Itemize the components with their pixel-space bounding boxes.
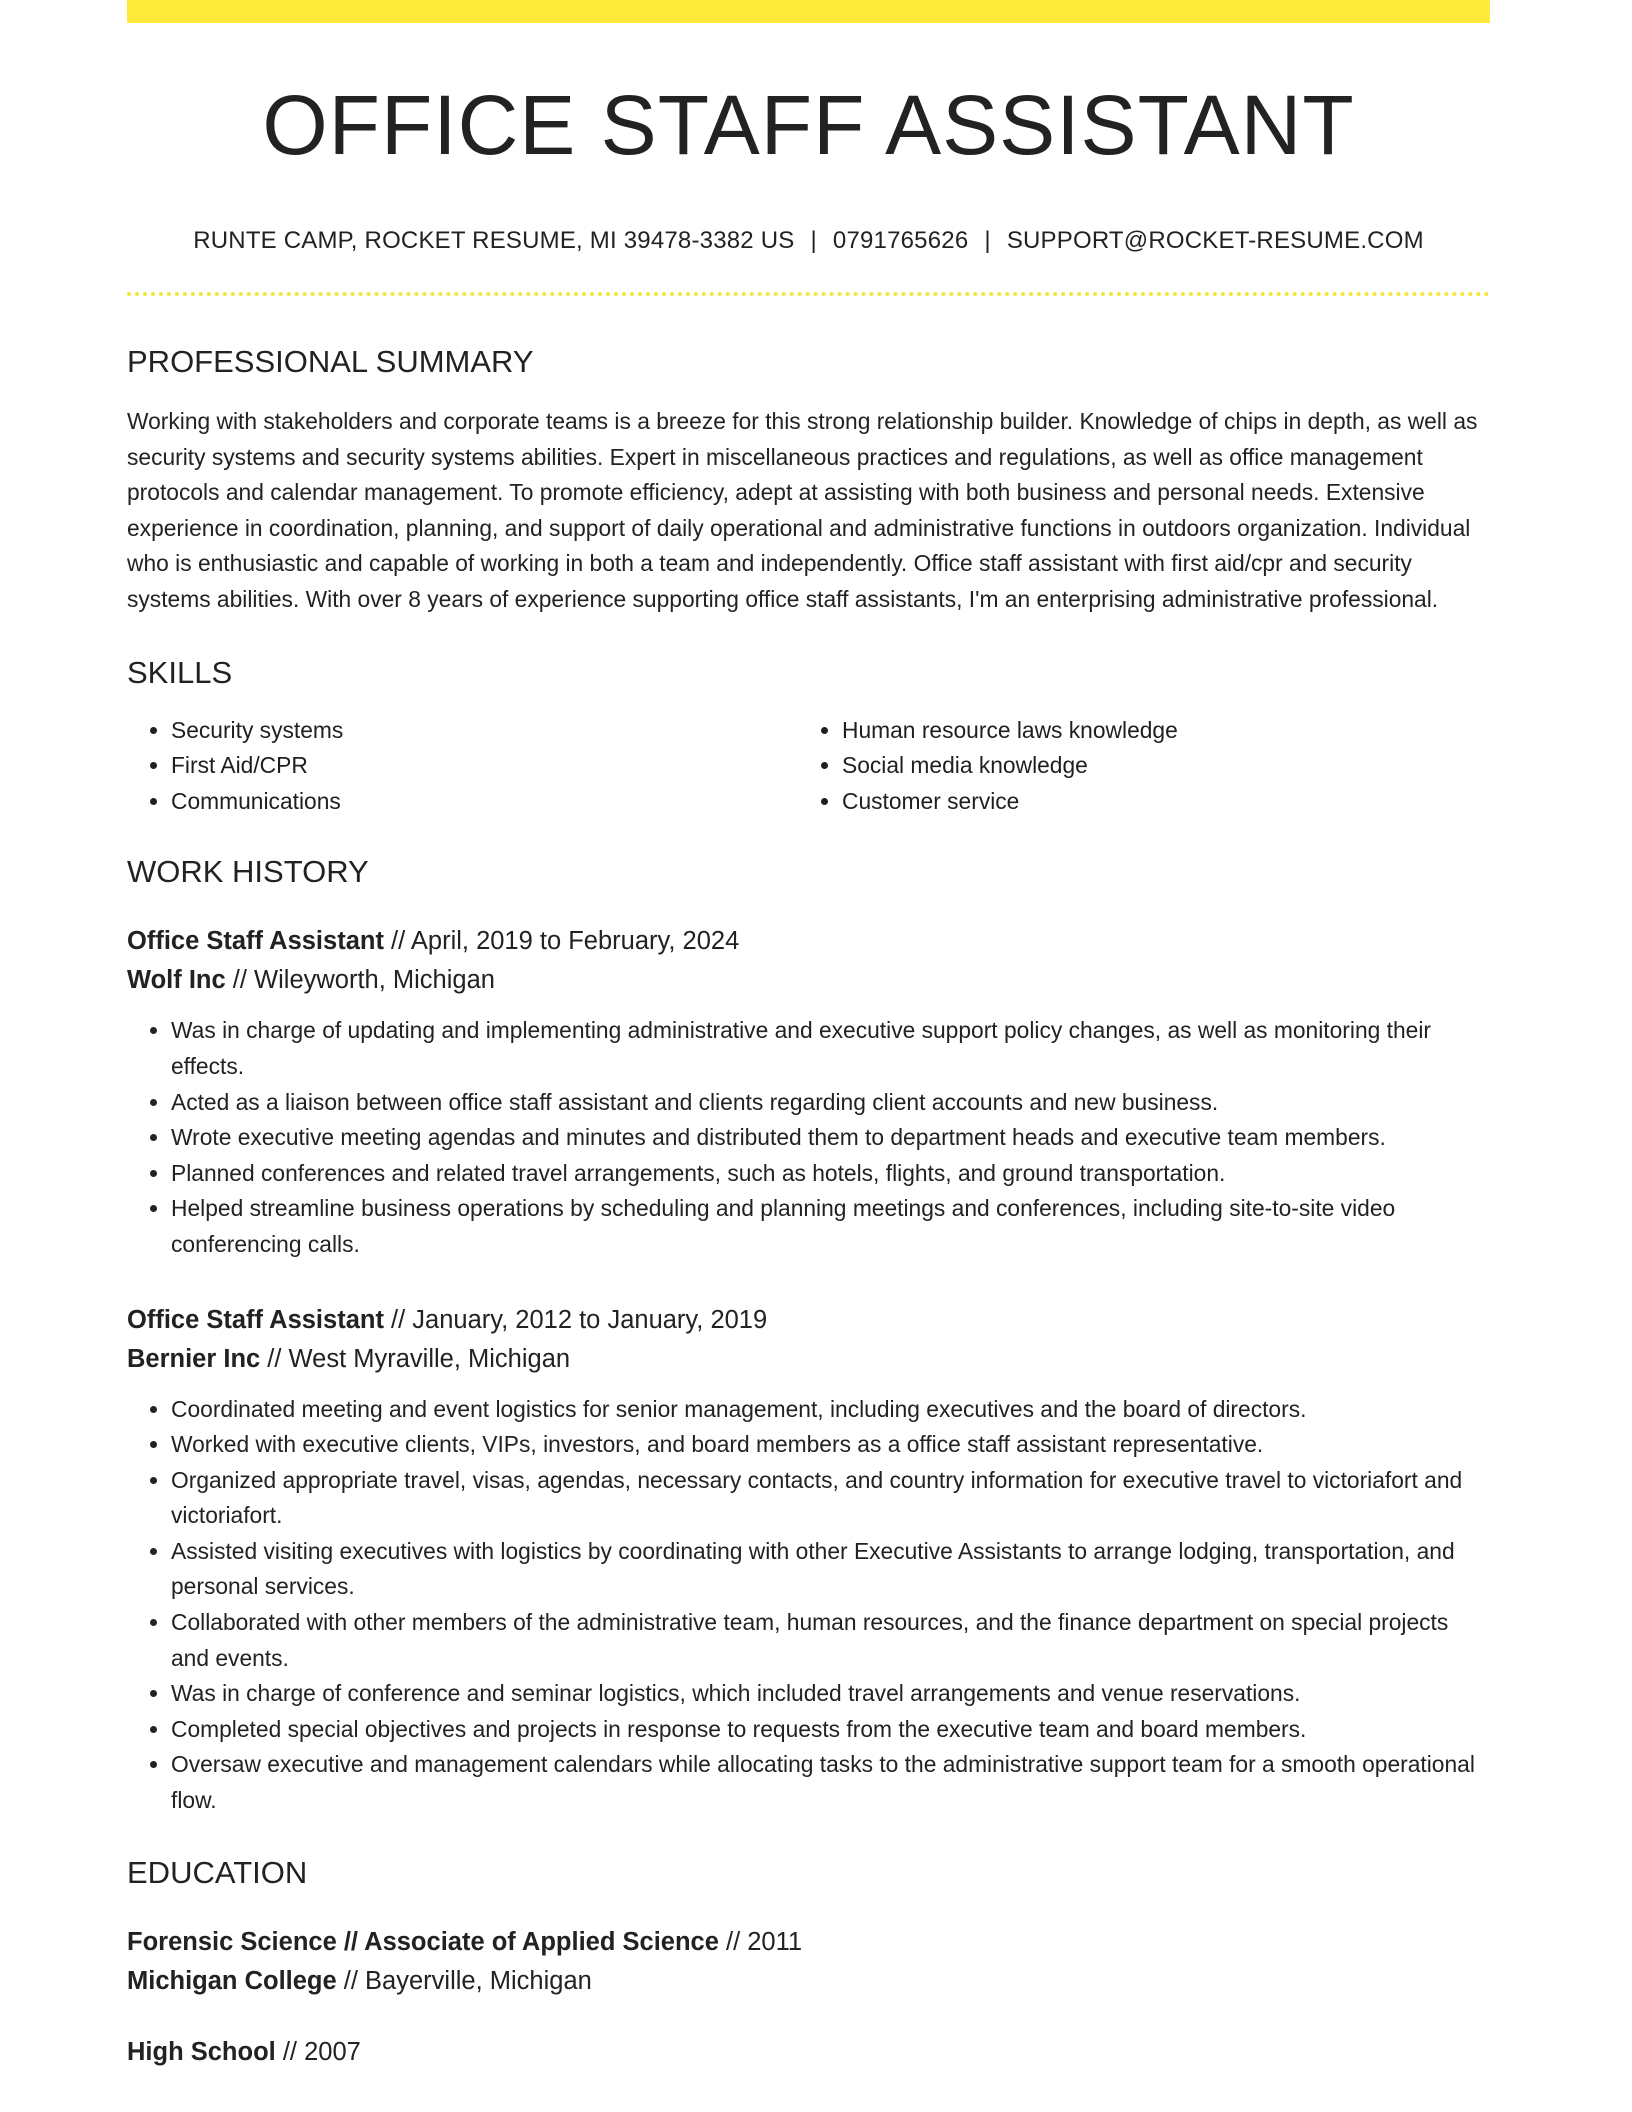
- job-bullet: • Completed special objectives and projects in response to requests from the executive team and board members.: [171, 1712, 1490, 1748]
- skills-list: [127, 713, 1490, 820]
- job-entry: [127, 1301, 1490, 1819]
- education-year: // 2007: [275, 2037, 361, 2066]
- education-degree: High School: [127, 2037, 276, 2066]
- job-role-line: [127, 1301, 1490, 1340]
- job-bullet: • Planned conferences and related travel arrangements, such as hotels, flights, and ground transportation.: [171, 1156, 1490, 1192]
- summary-text: Working with stakeholders and corporate teams is a breeze for this strong relationship builder. Knowledge of chips in depth, as well as security systems and security systems abilities. Expert in miscellaneous practices and regulations, as well as office management protocols and calendar management. To promote efficiency, adept at assisting with both business and personal needs. Extensive experience in coordination, planning, and support of daily operational and administrative functions in outdoors organization. Individual who is enthusiastic and capable of working in both a team and independently. Office staff assistant with first aid/cpr and security systems abilities. With over 8 years of experience supporting office staff assistants, I'm an enterprising administrative professional.: [127, 408, 1478, 612]
- dotted-divider: [127, 292, 1490, 296]
- job-role: Office Staff Assistant: [127, 927, 384, 956]
- job-company: Wolf Inc: [127, 966, 226, 995]
- job-bullet: • Coordinated meeting and event logistics for senior management, including executives and the board of directors.: [171, 1392, 1490, 1428]
- resume-content: [127, 23, 1490, 2072]
- contact-separator: |: [984, 227, 991, 254]
- job-bullets: [127, 1392, 1490, 1819]
- candidate-title: OFFICE STAFF ASSISTANT: [262, 78, 1355, 172]
- job-bullet: • Helped streamline business operations by scheduling and planning meetings and conferences, including site-to-site video conferencing calls.: [171, 1191, 1490, 1262]
- job-company-line: [127, 961, 1490, 1000]
- job-bullet: • Worked with executive clients, VIPs, investors, and board members as a office staff assistant representative.: [171, 1427, 1490, 1463]
- work-history-heading: WORK HISTORY: [127, 854, 369, 890]
- education-degree-line: [127, 2033, 1490, 2072]
- job-bullet: • Assisted visiting executives with logistics by coordinating with other Executive Assistants to arrange lodging, transportation, and personal services.: [171, 1534, 1490, 1605]
- education-school-line: [127, 1962, 1490, 2001]
- contact-phone: 0791765626: [832, 227, 969, 254]
- job-dates: // April, 2019 to February, 2024: [383, 927, 740, 956]
- job-bullet: • Wrote executive meeting agendas and minutes and distributed them to department heads and executive team members.: [171, 1120, 1490, 1156]
- job-company-line: [127, 1340, 1490, 1379]
- job-bullet: • Was in charge of updating and implementing administrative and executive support policy changes, as well as monitoring their effects.: [171, 1013, 1490, 1084]
- job-bullet: • Oversaw executive and management calendars while allocating tasks to the administrative support team for a smooth operational flow.: [171, 1747, 1490, 1818]
- skill-item: • First Aid/CPR: [171, 748, 798, 784]
- job-dates: // January, 2012 to January, 2019: [383, 1305, 768, 1334]
- skills-heading: SKILLS: [127, 654, 233, 690]
- skill-item: • Human resource laws knowledge: [842, 713, 1469, 749]
- education-entry: [127, 2033, 1490, 2072]
- job-bullet: • Was in charge of conference and seminar logistics, which included travel arrangements and venue reservations.: [171, 1676, 1490, 1712]
- job-entry: [127, 922, 1490, 1262]
- education-entry: [127, 1923, 1490, 2001]
- job-company: Bernier Inc: [127, 1344, 261, 1373]
- contact-separator: |: [810, 227, 817, 254]
- education-year: // 2011: [718, 1927, 803, 1956]
- skill-item: • Security systems: [171, 713, 798, 749]
- education-degree-line: [127, 1923, 1490, 1962]
- accent-bar: [127, 0, 1490, 23]
- education-location: // Bayerville, Michigan: [336, 1966, 592, 1995]
- education-degree: Forensic Science // Associate of Applied Science: [127, 1927, 719, 1956]
- contact-address: RUNTE CAMP, ROCKET RESUME, MI 39478-3382 US: [193, 227, 795, 254]
- job-location: // Wileyworth, Michigan: [225, 966, 495, 995]
- job-location: // West Myraville, Michigan: [260, 1344, 571, 1373]
- job-bullet: • Collaborated with other members of the administrative team, human resources, and the finance department on special projects and events.: [171, 1605, 1490, 1676]
- summary-heading: PROFESSIONAL SUMMARY: [127, 344, 534, 379]
- education-school: Michigan College: [127, 1966, 337, 1995]
- skill-item: • Communications: [171, 784, 798, 820]
- job-role-line: [127, 922, 1490, 961]
- skill-item: • Social media knowledge: [842, 748, 1469, 784]
- skills-column-left: [127, 713, 798, 820]
- job-role: Office Staff Assistant: [127, 1305, 384, 1334]
- job-bullet: • Organized appropriate travel, visas, agendas, necessary contacts, and country information for executive travel to victoriafort and victoriafort.: [171, 1463, 1490, 1534]
- job-bullet: • Acted as a liaison between office staff assistant and clients regarding client accounts and new business.: [171, 1085, 1490, 1121]
- contact-email: SUPPORT@ROCKET-RESUME.COM: [1006, 227, 1424, 254]
- skills-column-right: [798, 713, 1469, 820]
- job-bullets: [127, 1013, 1490, 1262]
- contact-line: [127, 229, 1490, 253]
- skill-item: • Customer service: [842, 784, 1469, 820]
- education-heading: EDUCATION: [127, 1854, 308, 1890]
